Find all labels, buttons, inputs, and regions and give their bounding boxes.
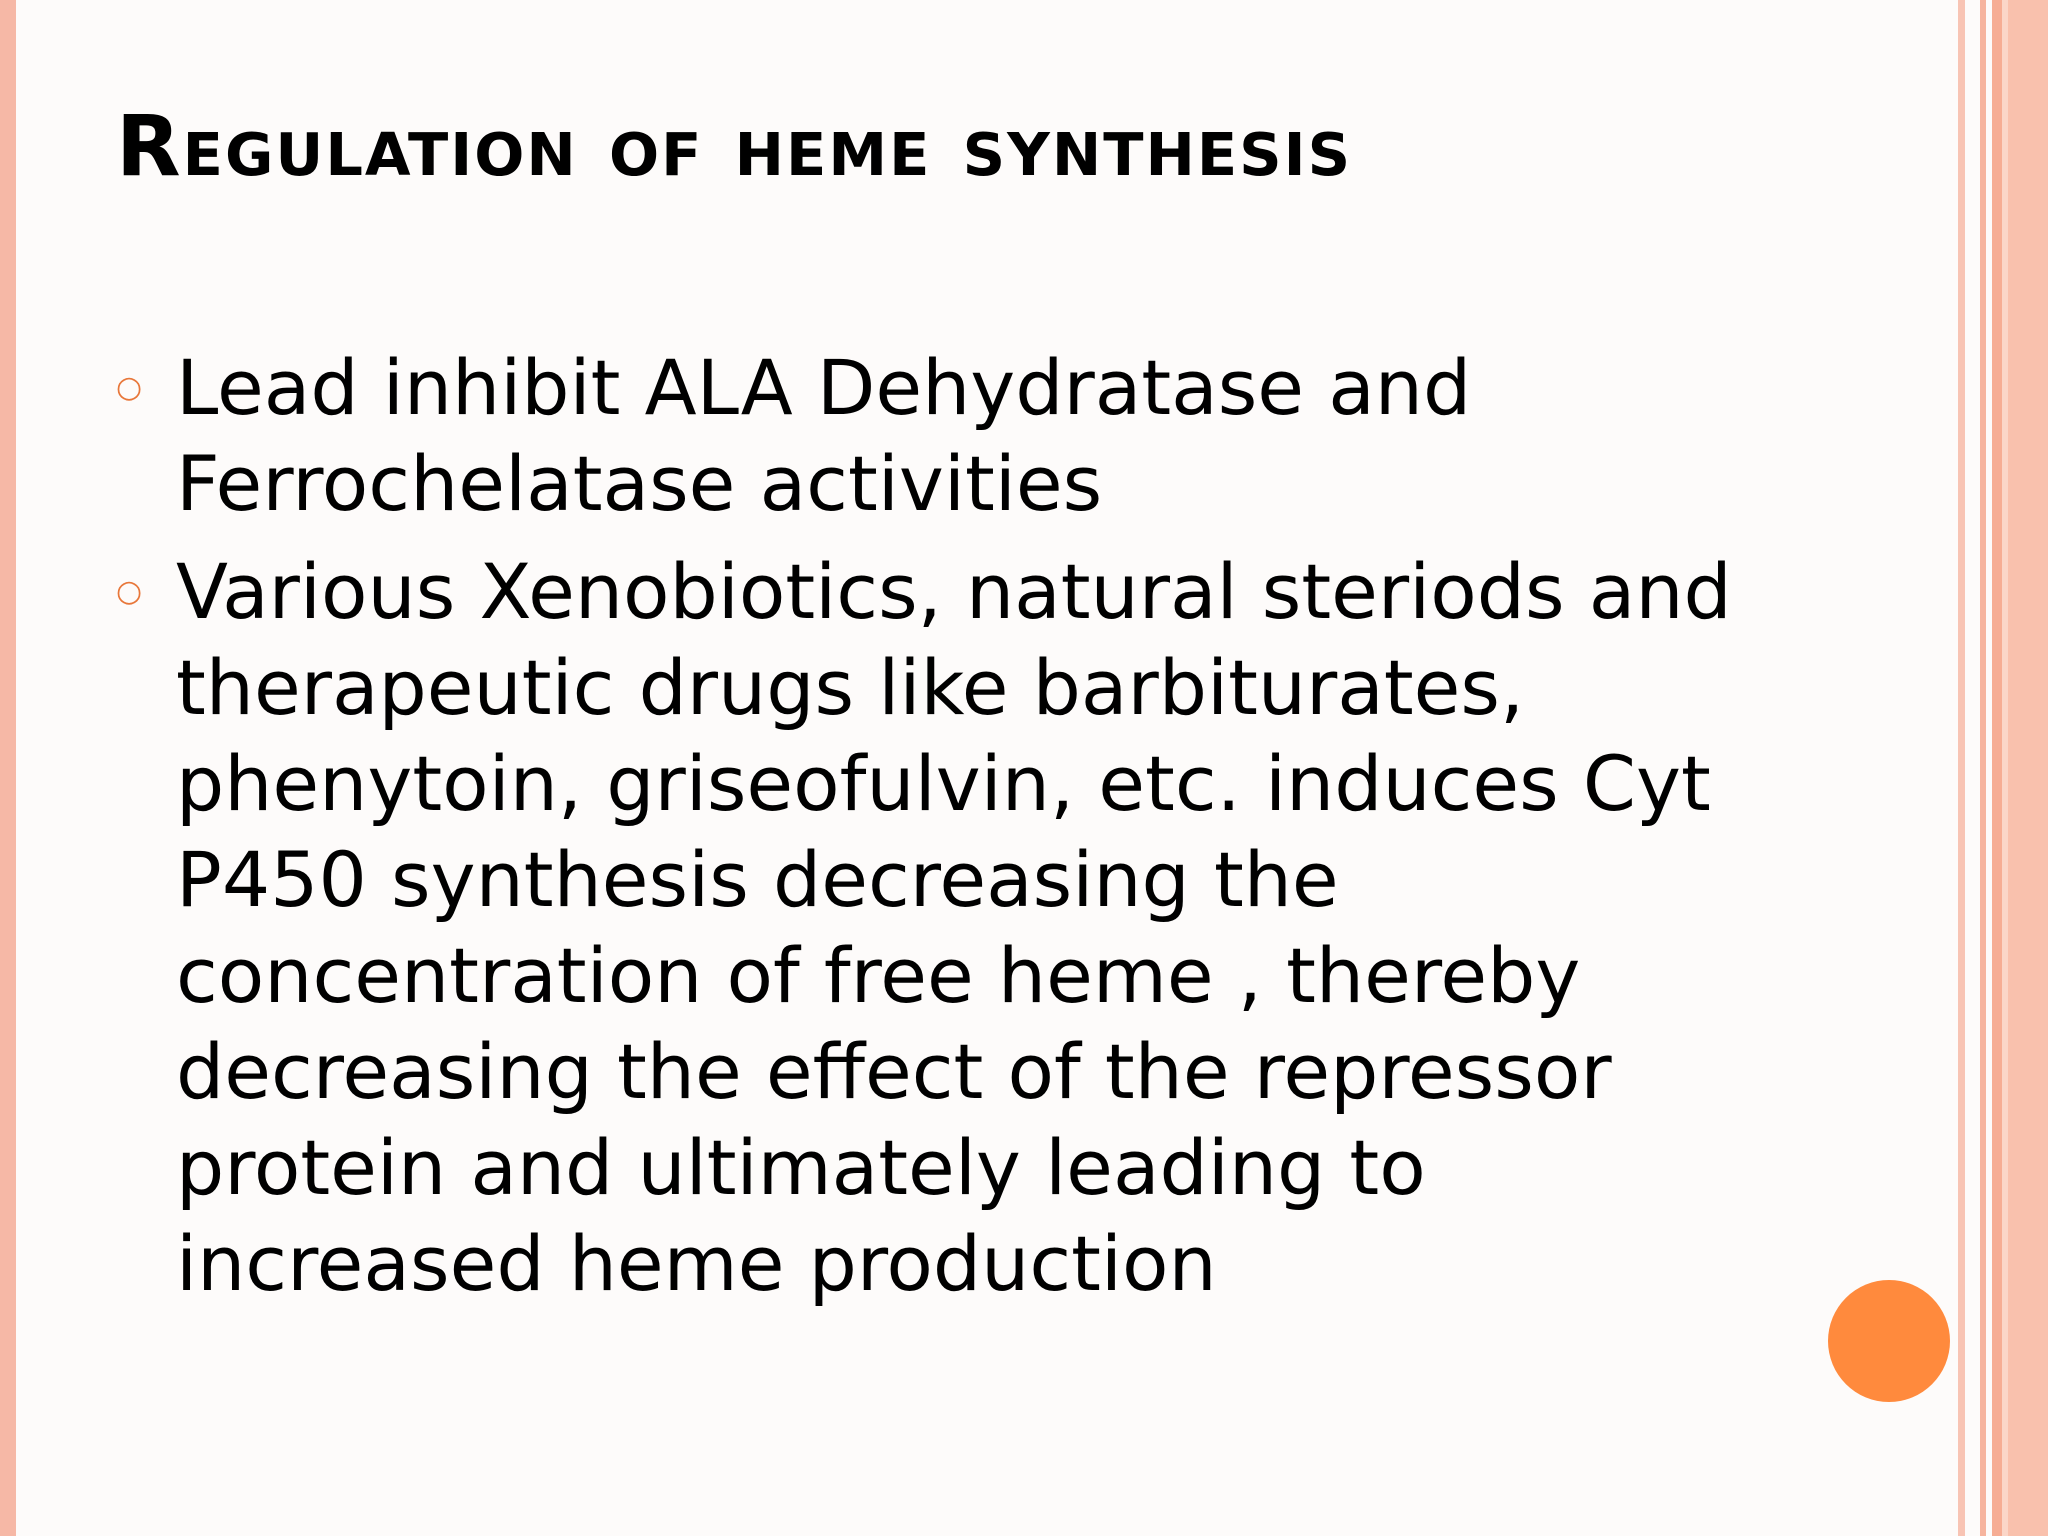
bullet-item: [116, 544, 1796, 1312]
right-border-stripe: [1958, 0, 1965, 1536]
circle-bullet-icon: ○: [116, 370, 143, 405]
slide-title: Regulation of heme synthesis: [116, 97, 1353, 195]
circle-bullet-icon: ○: [116, 574, 143, 609]
bullet-item: [116, 340, 1796, 532]
orange-circle-decoration: [1828, 1280, 1950, 1402]
right-border-stripe: [1992, 0, 2002, 1536]
bullet-list: [116, 340, 1796, 1324]
bullet-text: Various Xenobiotics, natural steriods and therapeutic drugs like barbiturates, phenytoin, griseofulvin, etc. induces Cyt P450 synthesis decreasing the concentration of free heme , thereby decreasing the effect of the repressor protein and ultimately leading to increased heme production: [176, 547, 1732, 1308]
left-border-stripe: [0, 0, 16, 1536]
bullet-text: Lead inhibit ALA Dehydratase and Ferrochelatase activities: [176, 343, 1472, 528]
right-border-band: [2008, 0, 2048, 1536]
right-border-gap: [1965, 0, 1980, 1536]
